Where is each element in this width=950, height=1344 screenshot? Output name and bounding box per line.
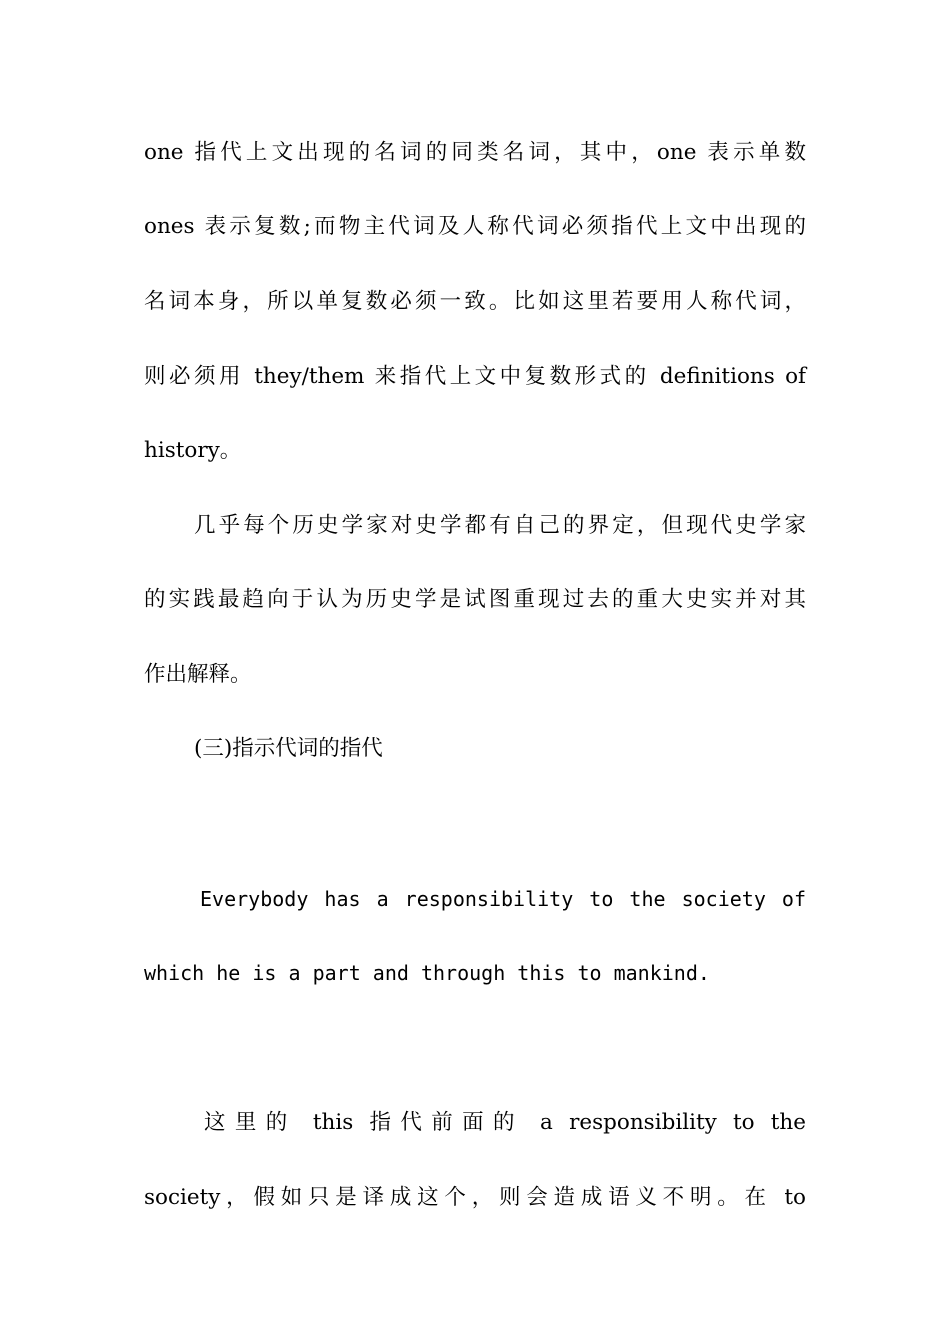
paragraph-2-line-3: 作出解释。 xyxy=(144,662,252,687)
example-sentence-line-1: Everybody has a responsibility to the society of xyxy=(200,887,806,911)
example-sentence-line-2: which he is a part and through this to mankind. xyxy=(144,961,710,985)
paragraph-1-line-3: 名词本身，所以单复数必须一致。比如这里若要用人称代词， xyxy=(144,289,806,314)
paragraph-2-line-2: 的实践最趋向于认为历史学是试图重现过去的重大史实并对其 xyxy=(144,587,806,612)
explanation-line-2: society，假如只是译成这个，则会造成语义不明。在 to xyxy=(144,1185,806,1210)
paragraph-1-line-5: history。 xyxy=(144,438,242,463)
section-heading: (三)指示代词的指代 xyxy=(194,736,383,761)
paragraph-1-line-4: 则必须用 they/them 来指代上文中复数形式的 definitions of xyxy=(144,364,806,389)
explanation-line-1: 这里的 this 指代前面的 a responsibility to the xyxy=(204,1110,806,1135)
paragraph-1-line-1: one 指代上文出现的名词的同类名词，其中，one 表示单数 xyxy=(144,140,806,165)
paragraph-1-line-2: ones 表示复数;而物主代词及人称代词必须指代上文中出现的 xyxy=(144,214,806,239)
paragraph-2-line-1: 几乎每个历史学家对史学都有自己的界定，但现代史学家 xyxy=(194,513,806,538)
